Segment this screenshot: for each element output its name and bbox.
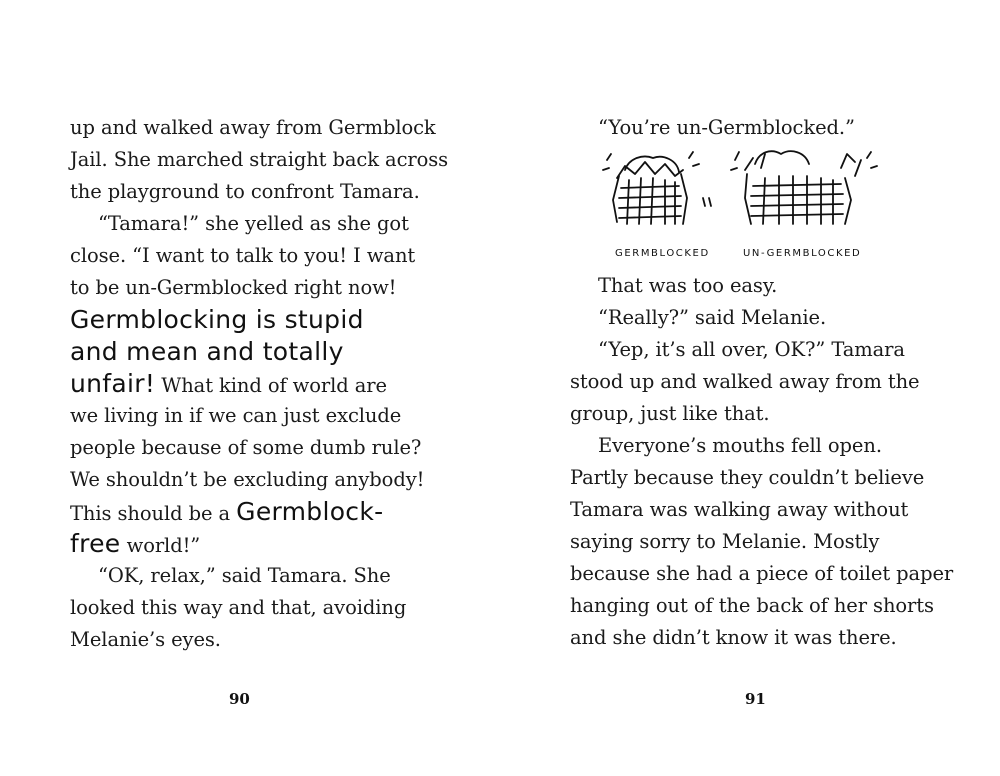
text-segment: “OK, relax,” said Tamara. She <box>98 564 391 587</box>
text-line <box>70 528 200 562</box>
text-line: because she had a piece of toilet paper <box>570 562 954 585</box>
text-segment: We shouldn’t be excluding anybody! <box>70 468 425 491</box>
text-segment: the playground to confront Tamara. <box>70 180 420 203</box>
text-line <box>70 304 364 338</box>
text-line: Partly because they couldn’t believe <box>570 466 925 489</box>
text-line: “Yep, it’s all over, OK?” Tamara <box>598 338 905 361</box>
text-line <box>70 176 420 208</box>
page-number-right: 91 <box>745 690 766 708</box>
text-line <box>70 592 406 624</box>
caption-germblocked: GERMBLOCKED <box>615 248 710 259</box>
text-line: stood up and walked away from the <box>570 370 920 393</box>
text-line: Everyone’s mouths fell open. <box>598 434 882 457</box>
hand-lettered-text: Germblock- <box>236 497 384 526</box>
text-segment: “Tamara!” she yelled as she got <box>98 212 409 235</box>
page-number-left: 90 <box>229 690 250 708</box>
text-segment: Jail. She marched straight back across <box>70 148 449 171</box>
text-line <box>70 432 421 464</box>
text-line: group, just like that. <box>570 402 770 425</box>
text-line <box>70 400 401 432</box>
text-line <box>70 112 436 144</box>
text-line: and she didn’t know it was there. <box>570 626 897 649</box>
text-line: saying sorry to Melanie. Mostly <box>570 530 880 553</box>
germblock-illustration <box>595 140 885 270</box>
hand-lettered-text: unfair! <box>70 369 156 398</box>
hand-lettered-text: and mean and totally <box>70 337 344 366</box>
text-segment: people because of some dumb rule? <box>70 436 422 459</box>
text-line <box>98 560 391 592</box>
text-line <box>70 496 383 530</box>
text-line <box>70 368 387 402</box>
text-segment: close. “I want to talk to you! I want <box>70 244 416 267</box>
text-line: hanging out of the back of her shorts <box>570 594 934 617</box>
caption-un-germblocked: UN-GERMBLOCKED <box>743 248 862 259</box>
text-segment: up and walked away from Germblock <box>70 116 436 139</box>
text-segment: Melanie’s eyes. <box>70 628 221 651</box>
text-segment: looked this way and that, avoiding <box>70 596 407 619</box>
dialogue-line: “You’re un-Germblocked.” <box>598 116 855 139</box>
text-segment: world!” <box>120 534 201 557</box>
text-line <box>70 144 448 176</box>
text-line <box>70 336 344 370</box>
text-segment: to be un-Germblocked right now! <box>70 276 397 299</box>
text-line <box>70 464 424 496</box>
germblock-sketch <box>595 140 885 250</box>
page-right <box>500 0 1000 776</box>
text-segment: What kind of world are <box>155 374 387 397</box>
text-segment: This should be a <box>70 502 237 525</box>
hand-lettered-text: free <box>70 529 121 558</box>
text-line <box>98 208 409 240</box>
hand-lettered-text: Germblocking is stupid <box>70 305 364 334</box>
text-line <box>70 624 221 656</box>
text-line <box>70 240 415 272</box>
text-line: “Really?” said Melanie. <box>598 306 827 329</box>
text-line: That was too easy. <box>598 274 778 297</box>
text-segment: we living in if we can just exclude <box>70 404 402 427</box>
text-line: Tamara was walking away without <box>570 498 909 521</box>
text-line <box>70 272 396 304</box>
